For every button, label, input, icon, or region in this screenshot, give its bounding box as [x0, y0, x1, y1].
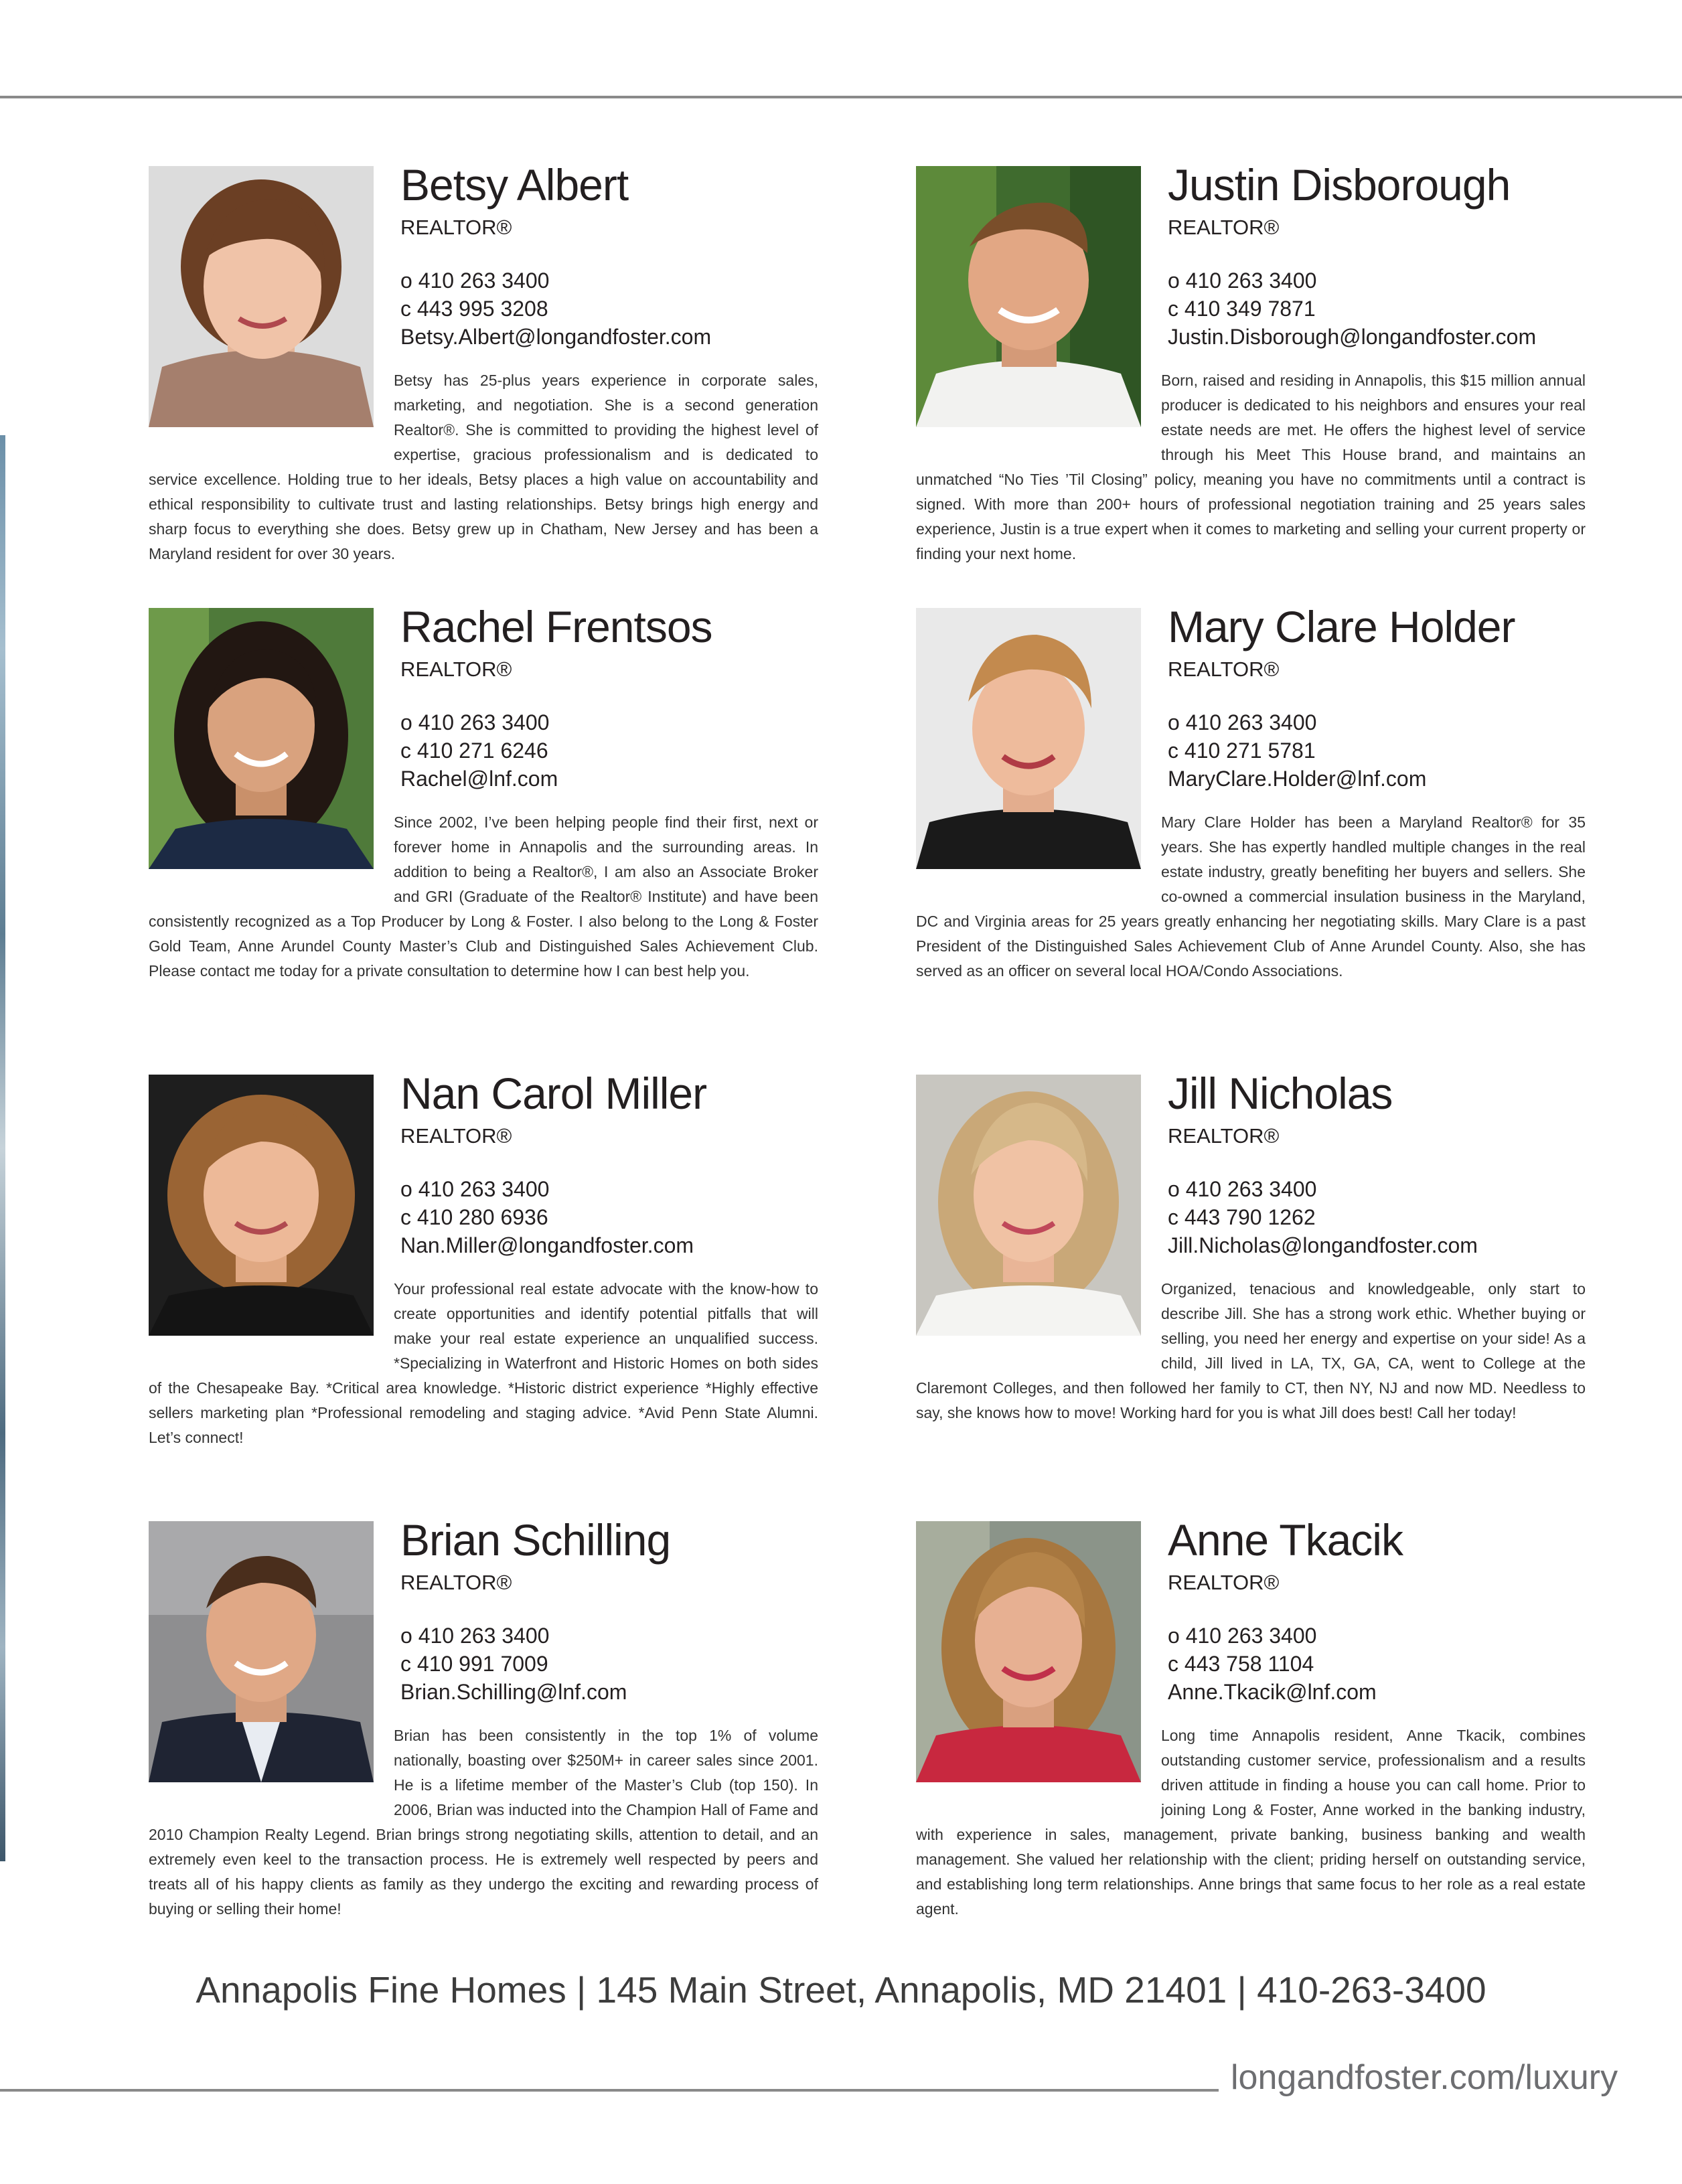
agent-contact — [400, 708, 558, 793]
cell-phone: c 410 991 7009 — [400, 1652, 548, 1676]
bottom-rule — [0, 2089, 1219, 2092]
agent-bio — [916, 1277, 1586, 1425]
agent-contact — [400, 1175, 694, 1259]
cell-phone: c 410 349 7871 — [1168, 297, 1316, 321]
bio-text: Brian has been consistently in the top 1% of volume nationally, boasting over $250M+ in career sales since 2001. He is a lifetime member of the Master’s Club (top 150). In 2006, Brian was inducted into the Champion Hall of Fame and 2010 Champion Realty Legend. Brian brings strong negotiating skills, attention to detail, and an extremely even keel to the transaction process. He is extremely well respected by peers and treats all of his happy clients as family as they undergo the exciting and rewarding process of buying or selling their home! — [149, 1727, 818, 1918]
website-link[interactable]: longandfoster.com/luxury — [1231, 2058, 1618, 2097]
email-link[interactable]: Betsy.Albert@longandfoster.com — [400, 325, 712, 349]
bio-text: Long time Annapolis resident, Anne Tkacik, combines outstanding customer service, professionalism and a results driven attitude in finding a house you can call home. Prior to joining Long & Foster, Anne worked in the banking industry, with experience in sales, management, private banking, business banking and wealth management. She valued her relationship with the client; priding herself on outstanding service, and establishing long term relationships. Anne brings that same focus to her role as a real estate agent. — [916, 1727, 1586, 1918]
agent-contact — [1168, 1622, 1377, 1706]
agent-name: Nan Carol Miller — [400, 1069, 707, 1118]
office-phone: o 410 263 3400 — [400, 1624, 550, 1648]
office-phone: o 410 263 3400 — [1168, 1624, 1317, 1648]
agent-bio — [149, 1723, 818, 1922]
agent-bio — [916, 368, 1586, 566]
bio-text: Betsy has 25-plus years experience in corporate sales, marketing, and negotiation. She is a second generation Realtor®. She is committed to providing the highest level of expertise, gracious professionalism and is dedicated to service excellence. Holding true to her ideals, Betsy places a high value on accountability and ethical responsibility to cultivate trust and lasting relationships. Betsy brings high energy and sharp focus to everything she does. Betsy grew up in Chatham, New Jersey and has been a Maryland resident for over 30 years. — [149, 372, 818, 562]
agent-name: Mary Clare Holder — [1168, 602, 1515, 651]
bio-text: Born, raised and residing in Annapolis, this $15 million annual producer is dedicated to his neighbors and ensures your real estate needs are met. He offers the highest level of service through his Meet This House brand, and maintains an unmatched “No Ties ’Til Closing” policy, meaning you have no commitments until a contract is signed. With more than 200+ hours of professional negotiation training and 25 years sales experience, Justin is a true expert when it comes to marketing and selling your current property or finding your next home. — [916, 372, 1586, 562]
email-link[interactable]: Anne.Tkacik@lnf.com — [1168, 1680, 1377, 1704]
agent-contact — [1168, 266, 1536, 351]
adjacent-page-edge — [0, 435, 5, 1861]
agent-name: Jill Nicholas — [1168, 1069, 1393, 1118]
agent-title: REALTOR® — [1168, 1124, 1280, 1148]
cell-phone: c 410 280 6936 — [400, 1205, 548, 1229]
agent-title: REALTOR® — [1168, 216, 1280, 239]
agent-title: REALTOR® — [400, 657, 512, 681]
bio-text: Your professional real estate advocate with the know-how to create opportunities and identify potential pitfalls that will make your real estate experience an unqualified success. *Specializing in Waterfront and Historic Homes on both sides of the Chesapeake Bay. *Critical area knowledge. *Historic district experience *Highly effective sellers marketing plan *Professional remodeling and staging advice. *Avid Penn State Alumni. Let’s connect! — [149, 1280, 818, 1446]
email-link[interactable]: Justin.Disborough@longandfoster.com — [1168, 325, 1537, 349]
agent-name: Betsy Albert — [400, 160, 629, 210]
agent-title: REALTOR® — [400, 216, 512, 239]
cell-phone: c 443 758 1104 — [1168, 1652, 1314, 1676]
agent-name: Anne Tkacik — [1168, 1515, 1403, 1565]
agent-title: REALTOR® — [1168, 1571, 1280, 1594]
agent-contact — [400, 266, 711, 351]
agent-title: REALTOR® — [400, 1124, 512, 1148]
office-address-line: Annapolis Fine Homes | 145 Main Street, Annapolis, MD 21401 | 410-263-3400 — [196, 1969, 1486, 2011]
cell-phone: c 443 995 3208 — [400, 297, 548, 321]
agent-bio — [149, 1277, 818, 1450]
office-phone: o 410 263 3400 — [1168, 268, 1317, 293]
bio-text: Mary Clare Holder has been a Maryland Realtor® for 35 years. She has expertly handled multiple changes in the real estate industry, greatly benefiting her buyers and sellers. She co-owned a commercial insulation business in the Maryland, DC and Virginia areas for 25 years greatly enhancing her negotiating skills. Mary Clare is a past President of the Distinguished Sales Achievement Club of Anne Arundel County. Also, she has served as an officer on several local HOA/Condo Associations. — [916, 813, 1586, 980]
agent-name: Brian Schilling — [400, 1515, 671, 1565]
email-link[interactable]: Rachel@lnf.com — [400, 767, 558, 791]
office-phone: o 410 263 3400 — [1168, 1177, 1317, 1201]
agent-title: REALTOR® — [1168, 657, 1280, 681]
agent-name: Rachel Frentsos — [400, 602, 712, 651]
cell-phone: c 443 790 1262 — [1168, 1205, 1316, 1229]
office-phone: o 410 263 3400 — [400, 710, 550, 734]
email-link[interactable]: Brian.Schilling@lnf.com — [400, 1680, 627, 1704]
agent-bio — [149, 810, 818, 984]
agent-contact — [400, 1622, 627, 1706]
office-phone: o 410 263 3400 — [1168, 710, 1317, 734]
cell-phone: c 410 271 6246 — [400, 738, 548, 763]
agent-name: Justin Disborough — [1168, 160, 1511, 210]
agent-contact — [1168, 1175, 1478, 1259]
agent-title: REALTOR® — [400, 1571, 512, 1594]
agent-bio — [916, 1723, 1586, 1922]
agent-bio — [916, 810, 1586, 984]
top-rule — [0, 96, 1682, 98]
agent-bio — [149, 368, 818, 566]
office-phone: o 410 263 3400 — [400, 1177, 550, 1201]
agent-contact — [1168, 708, 1426, 793]
office-phone: o 410 263 3400 — [400, 268, 550, 293]
bio-text: Organized, tenacious and knowledgeable, only start to describe Jill. She has a strong work ethic. Whether buying or selling, you need her energy and expertise on your side! As a child, Jill lived in LA, TX, GA, CA, went to College at the Claremont Colleges, and then followed her family to CT, then NY, NJ and now MD. Needless to say, she knows how to move! Working hard for you is what Jill does best! Call her today! — [916, 1280, 1586, 1421]
cell-phone: c 410 271 5781 — [1168, 738, 1316, 763]
email-link[interactable]: MaryClare.Holder@lnf.com — [1168, 767, 1427, 791]
bio-text: Since 2002, I’ve been helping people find their first, next or forever home in Annapolis and the surrounding areas. In addition to being a Realtor®, I am also an Associate Broker and GRI (Graduate of the Realtor® Institute) and have been consistently recognized as a Top Producer by Long & Foster. I also belong to the Long & Foster Gold Team, Anne Arundel County Master’s Club and Distinguished Sales Achievement Club. Please contact me today for a private consultation to determine how I can best help you. — [149, 813, 818, 980]
email-link[interactable]: Nan.Miller@longandfoster.com — [400, 1233, 694, 1257]
email-link[interactable]: Jill.Nicholas@longandfoster.com — [1168, 1233, 1478, 1257]
